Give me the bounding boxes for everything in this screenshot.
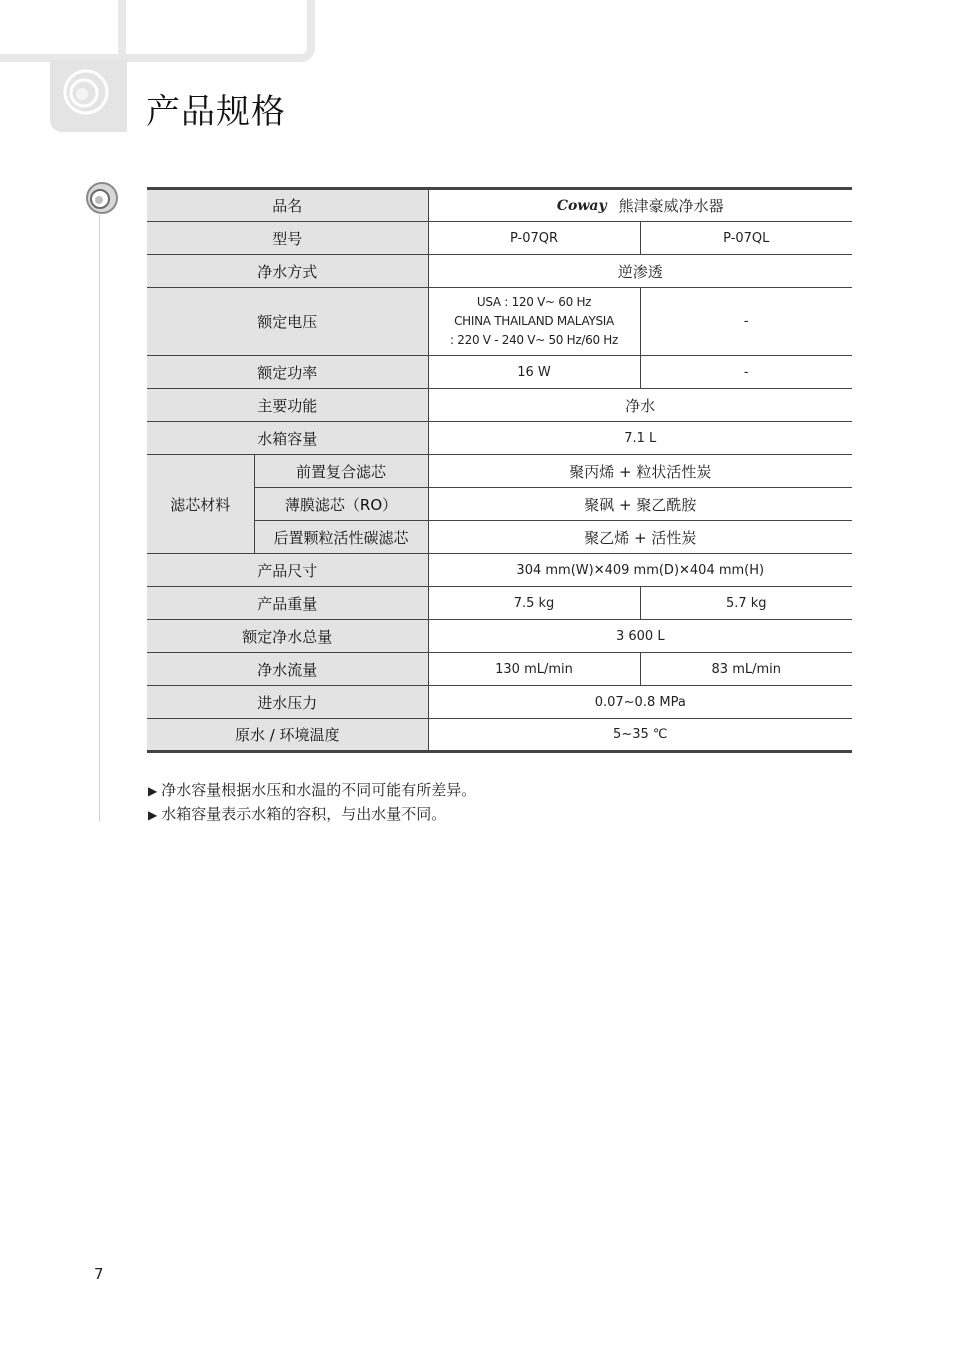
row-label: 滤芯材料	[147, 455, 254, 554]
spec-table	[147, 187, 852, 753]
temperature: 5~35 ℃	[428, 719, 852, 752]
row-label: 净水流量	[147, 653, 428, 686]
row-label: 额定净水总量	[147, 620, 428, 653]
model-qr: P-07QR	[428, 222, 640, 255]
page-number: 7	[94, 1265, 104, 1283]
row-label: 额定功率	[147, 356, 428, 389]
footnote	[148, 803, 446, 824]
row-label: 额定电压	[147, 288, 428, 356]
product-name-cell	[428, 189, 852, 222]
table-row	[147, 455, 852, 488]
row-sublabel: 前置复合滤芯	[254, 455, 428, 488]
row-label: 进水压力	[147, 686, 428, 719]
table-row	[147, 222, 852, 255]
power-ql: -	[640, 356, 852, 389]
table-row	[147, 255, 852, 288]
row-label: 品名	[147, 189, 428, 222]
footnote	[148, 779, 476, 800]
rated-total: 3 600 L	[428, 620, 852, 653]
post-filter-material: 聚乙烯 + 活性炭	[428, 521, 852, 554]
table-row	[147, 288, 852, 356]
table-row	[147, 719, 852, 752]
section-logo-icon	[60, 66, 112, 118]
row-label: 产品尺寸	[147, 554, 428, 587]
table-row	[147, 686, 852, 719]
weight-qr: 7.5 kg	[428, 587, 640, 620]
row-label: 原水 / 环境温度	[147, 719, 428, 752]
row-label: 型号	[147, 222, 428, 255]
table-row	[147, 422, 852, 455]
section-bullet-icon	[85, 181, 119, 215]
voltage-line: CHINA THAILAND MALAYSIA	[454, 314, 614, 328]
row-sublabel: 薄膜滤芯（RO）	[254, 488, 428, 521]
table-row	[147, 389, 852, 422]
brand-logo: Coway	[556, 197, 607, 214]
voltage-value	[428, 288, 640, 356]
table-row	[147, 189, 852, 222]
footnote-text: 水箱容量表示水箱的容积，与出水量不同。	[161, 805, 447, 823]
tank-capacity: 7.1 L	[428, 422, 852, 455]
product-size: 304 mm(W)✕409 mm(D)✕404 mm(H)	[428, 554, 852, 587]
power-qr: 16 W	[428, 356, 640, 389]
decorative-frame-bar	[118, 0, 126, 60]
product-name: 熊津豪威净水器	[618, 197, 724, 215]
weight-ql: 5.7 kg	[640, 587, 852, 620]
purification-method: 逆渗透	[428, 255, 852, 288]
side-rule	[99, 215, 100, 821]
table-row	[147, 653, 852, 686]
footnote-text: 净水容量根据水压和水温的不同可能有所差异。	[161, 781, 477, 799]
row-label: 水箱容量	[147, 422, 428, 455]
row-label: 净水方式	[147, 255, 428, 288]
row-sublabel: 后置颗粒活性碳滤芯	[254, 521, 428, 554]
page-title: 产品规格	[146, 92, 286, 132]
table-row	[147, 587, 852, 620]
row-label: 主要功能	[147, 389, 428, 422]
row-label: 产品重量	[147, 587, 428, 620]
voltage-line: : 220 V - 240 V~ 50 Hz/60 Hz	[450, 333, 619, 347]
ro-filter-material: 聚砜 + 聚乙酰胺	[428, 488, 852, 521]
inlet-pressure: 0.07~0.8 MPa	[428, 686, 852, 719]
pre-filter-material: 聚丙烯 + 粒状活性炭	[428, 455, 852, 488]
voltage-ql: -	[640, 288, 852, 356]
model-ql: P-07QL	[640, 222, 852, 255]
table-row	[147, 620, 852, 653]
triangle-bullet-icon: ▶	[148, 784, 158, 798]
main-function: 净水	[428, 389, 852, 422]
flow-qr: 130 mL/min	[428, 653, 640, 686]
table-row	[147, 356, 852, 389]
triangle-bullet-icon: ▶	[148, 808, 158, 822]
flow-ql: 83 mL/min	[640, 653, 852, 686]
decorative-frame	[0, 0, 315, 62]
voltage-line: USA : 120 V~ 60 Hz	[476, 295, 592, 309]
table-row	[147, 554, 852, 587]
